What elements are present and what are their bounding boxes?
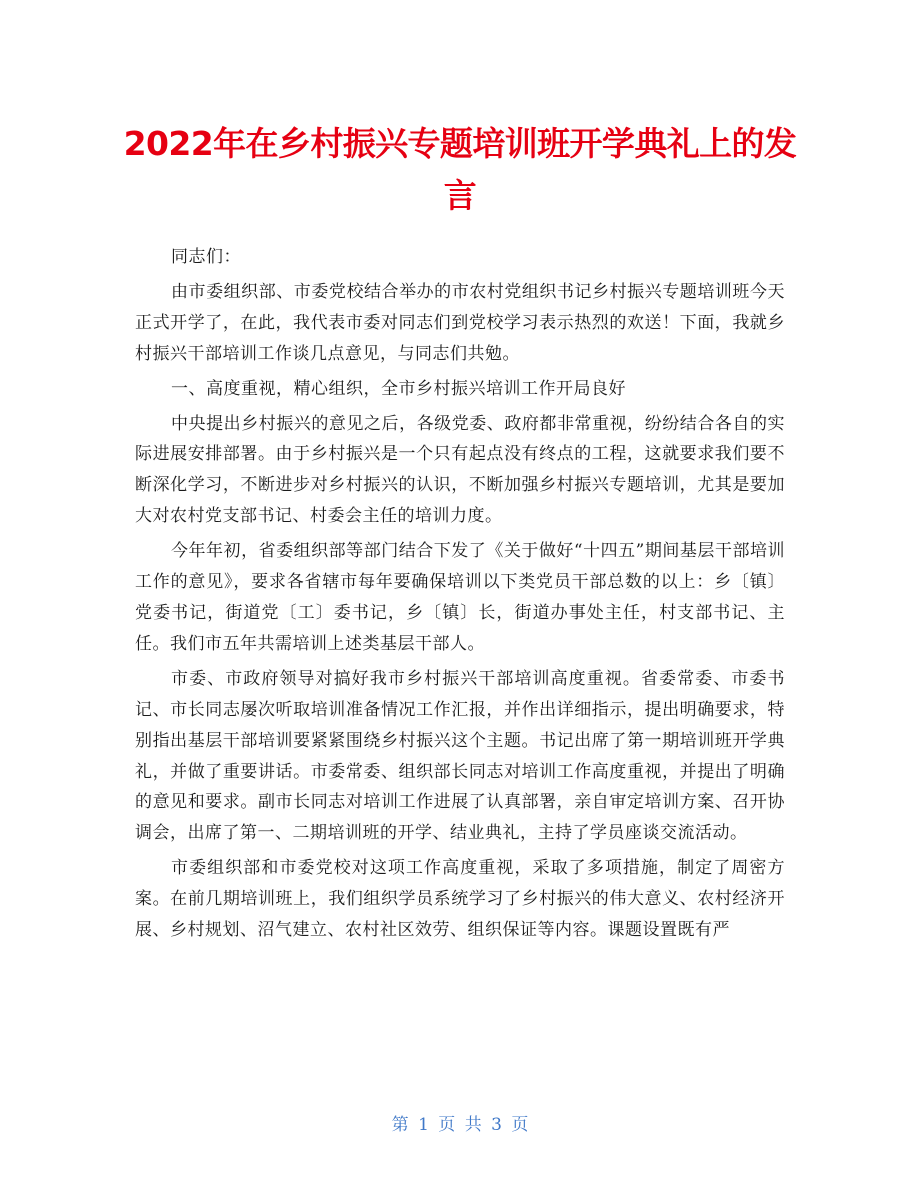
section-heading: 一、高度重视，精心组织，全市乡村振兴培训工作开局良好 xyxy=(171,378,626,399)
paragraph: 市委组织部和市委党校对这项工作高度重视，采取了多项措施，制定了周密方案。在前几期培训班上，我们组织学员系统学习了乡村振兴的伟大意义、农村经济开展、乡村规划、沼气建立、农村社区效劳、组织保证等内容。课题设置既有严 xyxy=(135,858,785,941)
paragraph: 由市委组织部、市委党校结合举办的市农村党组织书记乡村振兴专题培训班今天正式开学了，在此，我代表市委对同志们到党校学习表示热烈的欢送！下面，我就乡村振兴干部培训工作谈几点意见，与同志们共勉。 xyxy=(135,281,785,364)
page-number-footer: 第 1 页 共 3 页 xyxy=(391,1115,529,1135)
document-body xyxy=(135,242,785,950)
paragraph: 今年年初，省委组织部等部门结合下发了《关于做好“十四五”期间基层干部培训工作的意见》，要求各省辖市每年要确保培训以下类党员干部总数的以上：乡〔镇〕党委书记，街道党〔工〕委书记，乡〔镇〕长，街道办事处主任，村支部书记、主任。我们市五年共需培训上述类基层干部人。 xyxy=(135,541,785,654)
salutation: 同志们： xyxy=(171,247,241,267)
paragraph: 市委、市政府领导对搞好我市乡村振兴干部培训高度重视。省委常委、市委书记、市长同志屡次听取培训准备情况工作汇报，并作出详细指示，提出明确要求，特别指出基层干部培训要紧紧围绕乡村振兴这个主题。书记出席了第一期培训班开学典礼，并做了重要讲话。市委常委、组织部长同志对培训工作高度重视，并提出了明确的意见和要求。副市长同志对培训工作进展了认真部署，亲自审定培训方案、召开协调会，出席了第一、二期培训班的开学、结业典礼，主持了学员座谈交流活动。 xyxy=(135,668,785,844)
document-title: 2022年在乡村振兴专题培训班开学典礼上的发言 xyxy=(123,124,797,215)
paragraph: 中央提出乡村振兴的意见之后，各级党委、政府都非常重视，纷纷结合各自的实际进展安排部署。由于乡村振兴是一个只有起点没有终点的工程，这就要求我们要不断深化学习，不断进步对乡村振兴的认识，不断加强乡村振兴专题培训，尤其是要加大对农村党支部书记、村委会主任的培训力度。 xyxy=(135,413,785,527)
